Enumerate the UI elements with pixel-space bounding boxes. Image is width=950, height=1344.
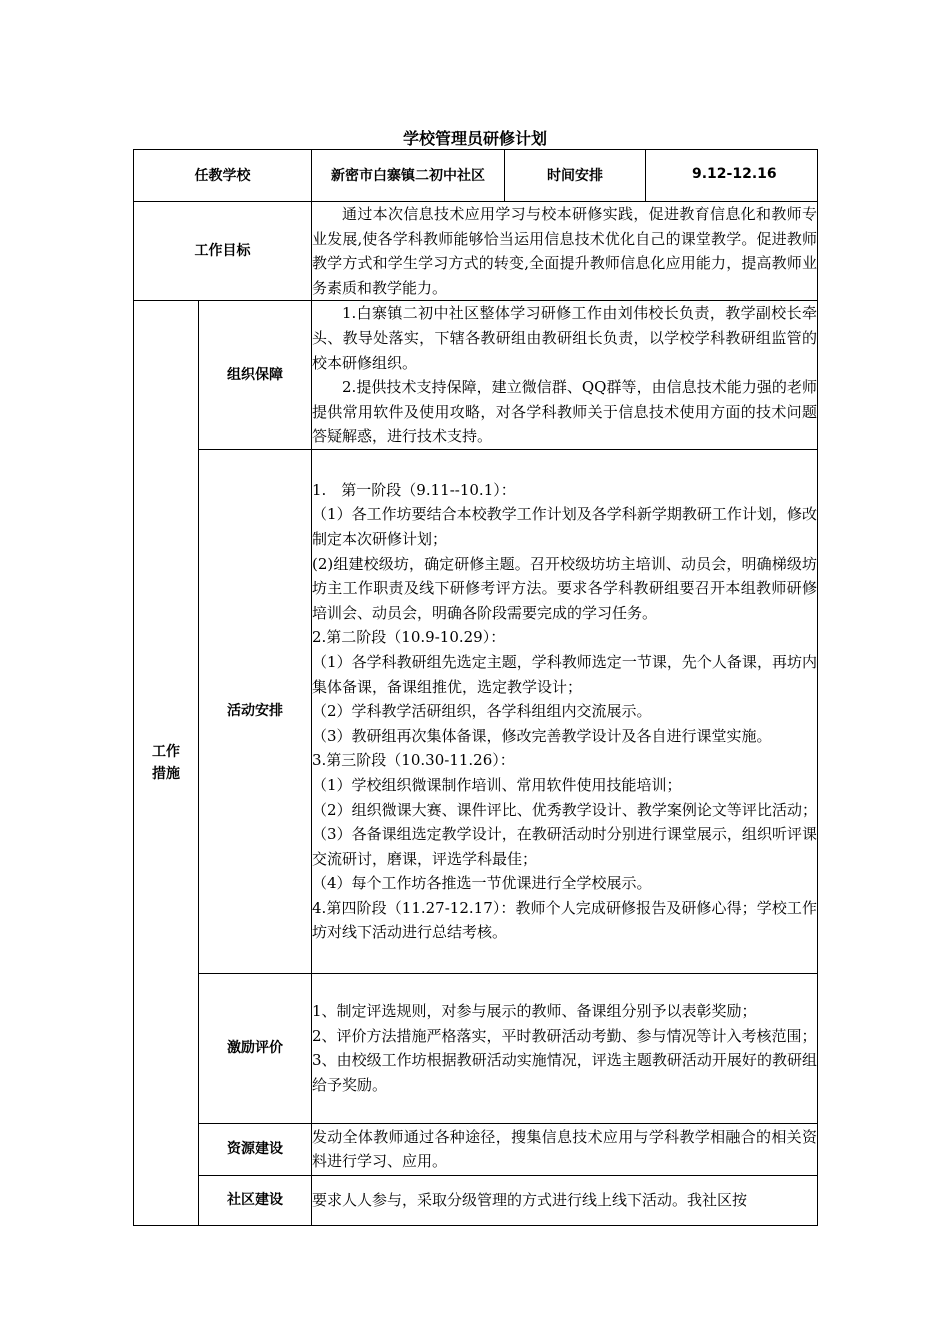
organization-cell — [312, 301, 818, 450]
activity-line: （2）组织微课大赛、课件评比、优秀教学设计、教学案例论文等评比活动；（3）各备课组选定教学设计，在教研活动时分别进行课堂展示，组织听评课交流研讨，磨课，评选学科最佳； — [312, 800, 817, 868]
time-label: 时间安排 — [505, 150, 646, 202]
community-row — [134, 1175, 818, 1225]
goal-cell — [312, 202, 818, 301]
activity-line: 4.第四阶段（11.27-12.17）：教师个人完成研修报告及研修心得；学校工作坊对线下活动进行总结考核。 — [312, 898, 817, 942]
resources-row — [134, 1123, 818, 1175]
activity-line: （4）每个工作坊各推选一节优课进行全学校展示。 — [312, 874, 652, 893]
activities-cell — [312, 449, 818, 973]
community-label: 社区建设 — [199, 1175, 312, 1225]
goal-row — [134, 202, 818, 301]
activities-label: 活动安排 — [199, 449, 312, 973]
measures-label-cell — [134, 301, 199, 1226]
time-value-cell — [646, 150, 818, 202]
resources-cell — [312, 1123, 818, 1175]
incentive-cell — [312, 973, 818, 1123]
organization-paragraph: 1.白寨镇二初中社区整体学习研修工作由刘伟校长负责，教学副校长牵头、教导处落实，下辖各教研组由教研组长负责，以学校学科教研组监管的校本研修组织。 — [312, 304, 817, 372]
activity-line: （1）各学科教研组先选定主题，学科教师选定一节课，先个人备课，再坊内集体备课，备课组推优，选定教学设计； — [312, 652, 817, 696]
resources-label: 资源建设 — [199, 1123, 312, 1175]
school-label: 任教学校 — [134, 150, 312, 202]
resources-text: 发动全体教师通过各种途径，搜集信息技术应用与学科教学相融合的相关资料进行学习、应用。 — [312, 1127, 817, 1171]
organization-label: 组织保障 — [199, 301, 312, 450]
measures-label: 工作措施 — [152, 744, 180, 783]
activity-line: 2.第二阶段（10.9-10.29）： — [312, 628, 506, 647]
incentive-line: 2、评价方法措施严格落实，平时教研活动考勤、参与情况等计入考核范围； — [312, 1026, 817, 1045]
activity-line: （2）学科教学活研组织，各学科组组内交流展示。 — [312, 702, 652, 721]
incentive-row — [134, 973, 818, 1123]
activity-line: 3.第三阶段（10.30-11.26）： — [312, 751, 515, 770]
activity-line: （1）学校组织微课制作培训、常用软件使用技能培训； — [312, 775, 682, 794]
incentive-label: 激励评价 — [199, 973, 312, 1123]
activities-row — [134, 449, 818, 973]
activity-line: （1）各工作坊要结合本校教学工作计划及各学科新学期教研工作计划，修改制定本次研修计划； — [312, 505, 817, 548]
header-row — [134, 150, 818, 202]
time-value: 9.12-12.16 — [692, 165, 777, 182]
activity-line: 1. 第一阶段（9.11--10.1）： — [312, 480, 516, 499]
organization-row — [134, 301, 818, 450]
activity-line: (2)组建校级坊，确定研修主题。召开校级坊坊主培训、动员会，明确梯级坊坊主工作职责及线下研修考评方法。要求各学科教研组要召开本组教师研修培训会、动员会，明确各阶段需要完成的学习任务。 — [312, 554, 817, 622]
organization-paragraph: 2.提供技术支持保障，建立微信群、QQ群等，由信息技术能力强的老师提供常用软件及使用攻略，对各学科教师关于信息技术使用方面的技术问题答疑解惑，进行技术支持。 — [312, 378, 817, 446]
incentive-line: 1、制定评选规则，对参与展示的教师、备课组分别予以表彰奖励； — [312, 1002, 757, 1021]
activity-line: （3）教研组再次集体备课，修改完善教学设计及各自进行课堂实施。 — [312, 726, 772, 745]
research-plan-table — [133, 149, 818, 1226]
incentive-line: 3、由校级工作坊根据教研活动实施情况，评选主题教研活动开展好的教研组给予奖励。 — [312, 1051, 817, 1095]
community-cell — [312, 1175, 818, 1225]
page-title: 学校管理员研修计划 — [402, 129, 547, 148]
goal-text: 通过本次信息技术应用学习与校本研修实践，促进教育信息化和教师专业发展,使各学科教师能够恰当运用信息技术优化自己的课堂教学。促进教师教学方式和学生学习方式的转变,全面提升教师信息化应用能力，提高教师业务素质和教学能力。 — [312, 205, 817, 297]
school-value: 新密市白寨镇二初中社区 — [312, 150, 505, 202]
community-text: 要求人人参与，采取分级管理的方式进行线上线下活动。我社区按 — [312, 1191, 748, 1210]
goal-label: 工作目标 — [134, 202, 312, 301]
